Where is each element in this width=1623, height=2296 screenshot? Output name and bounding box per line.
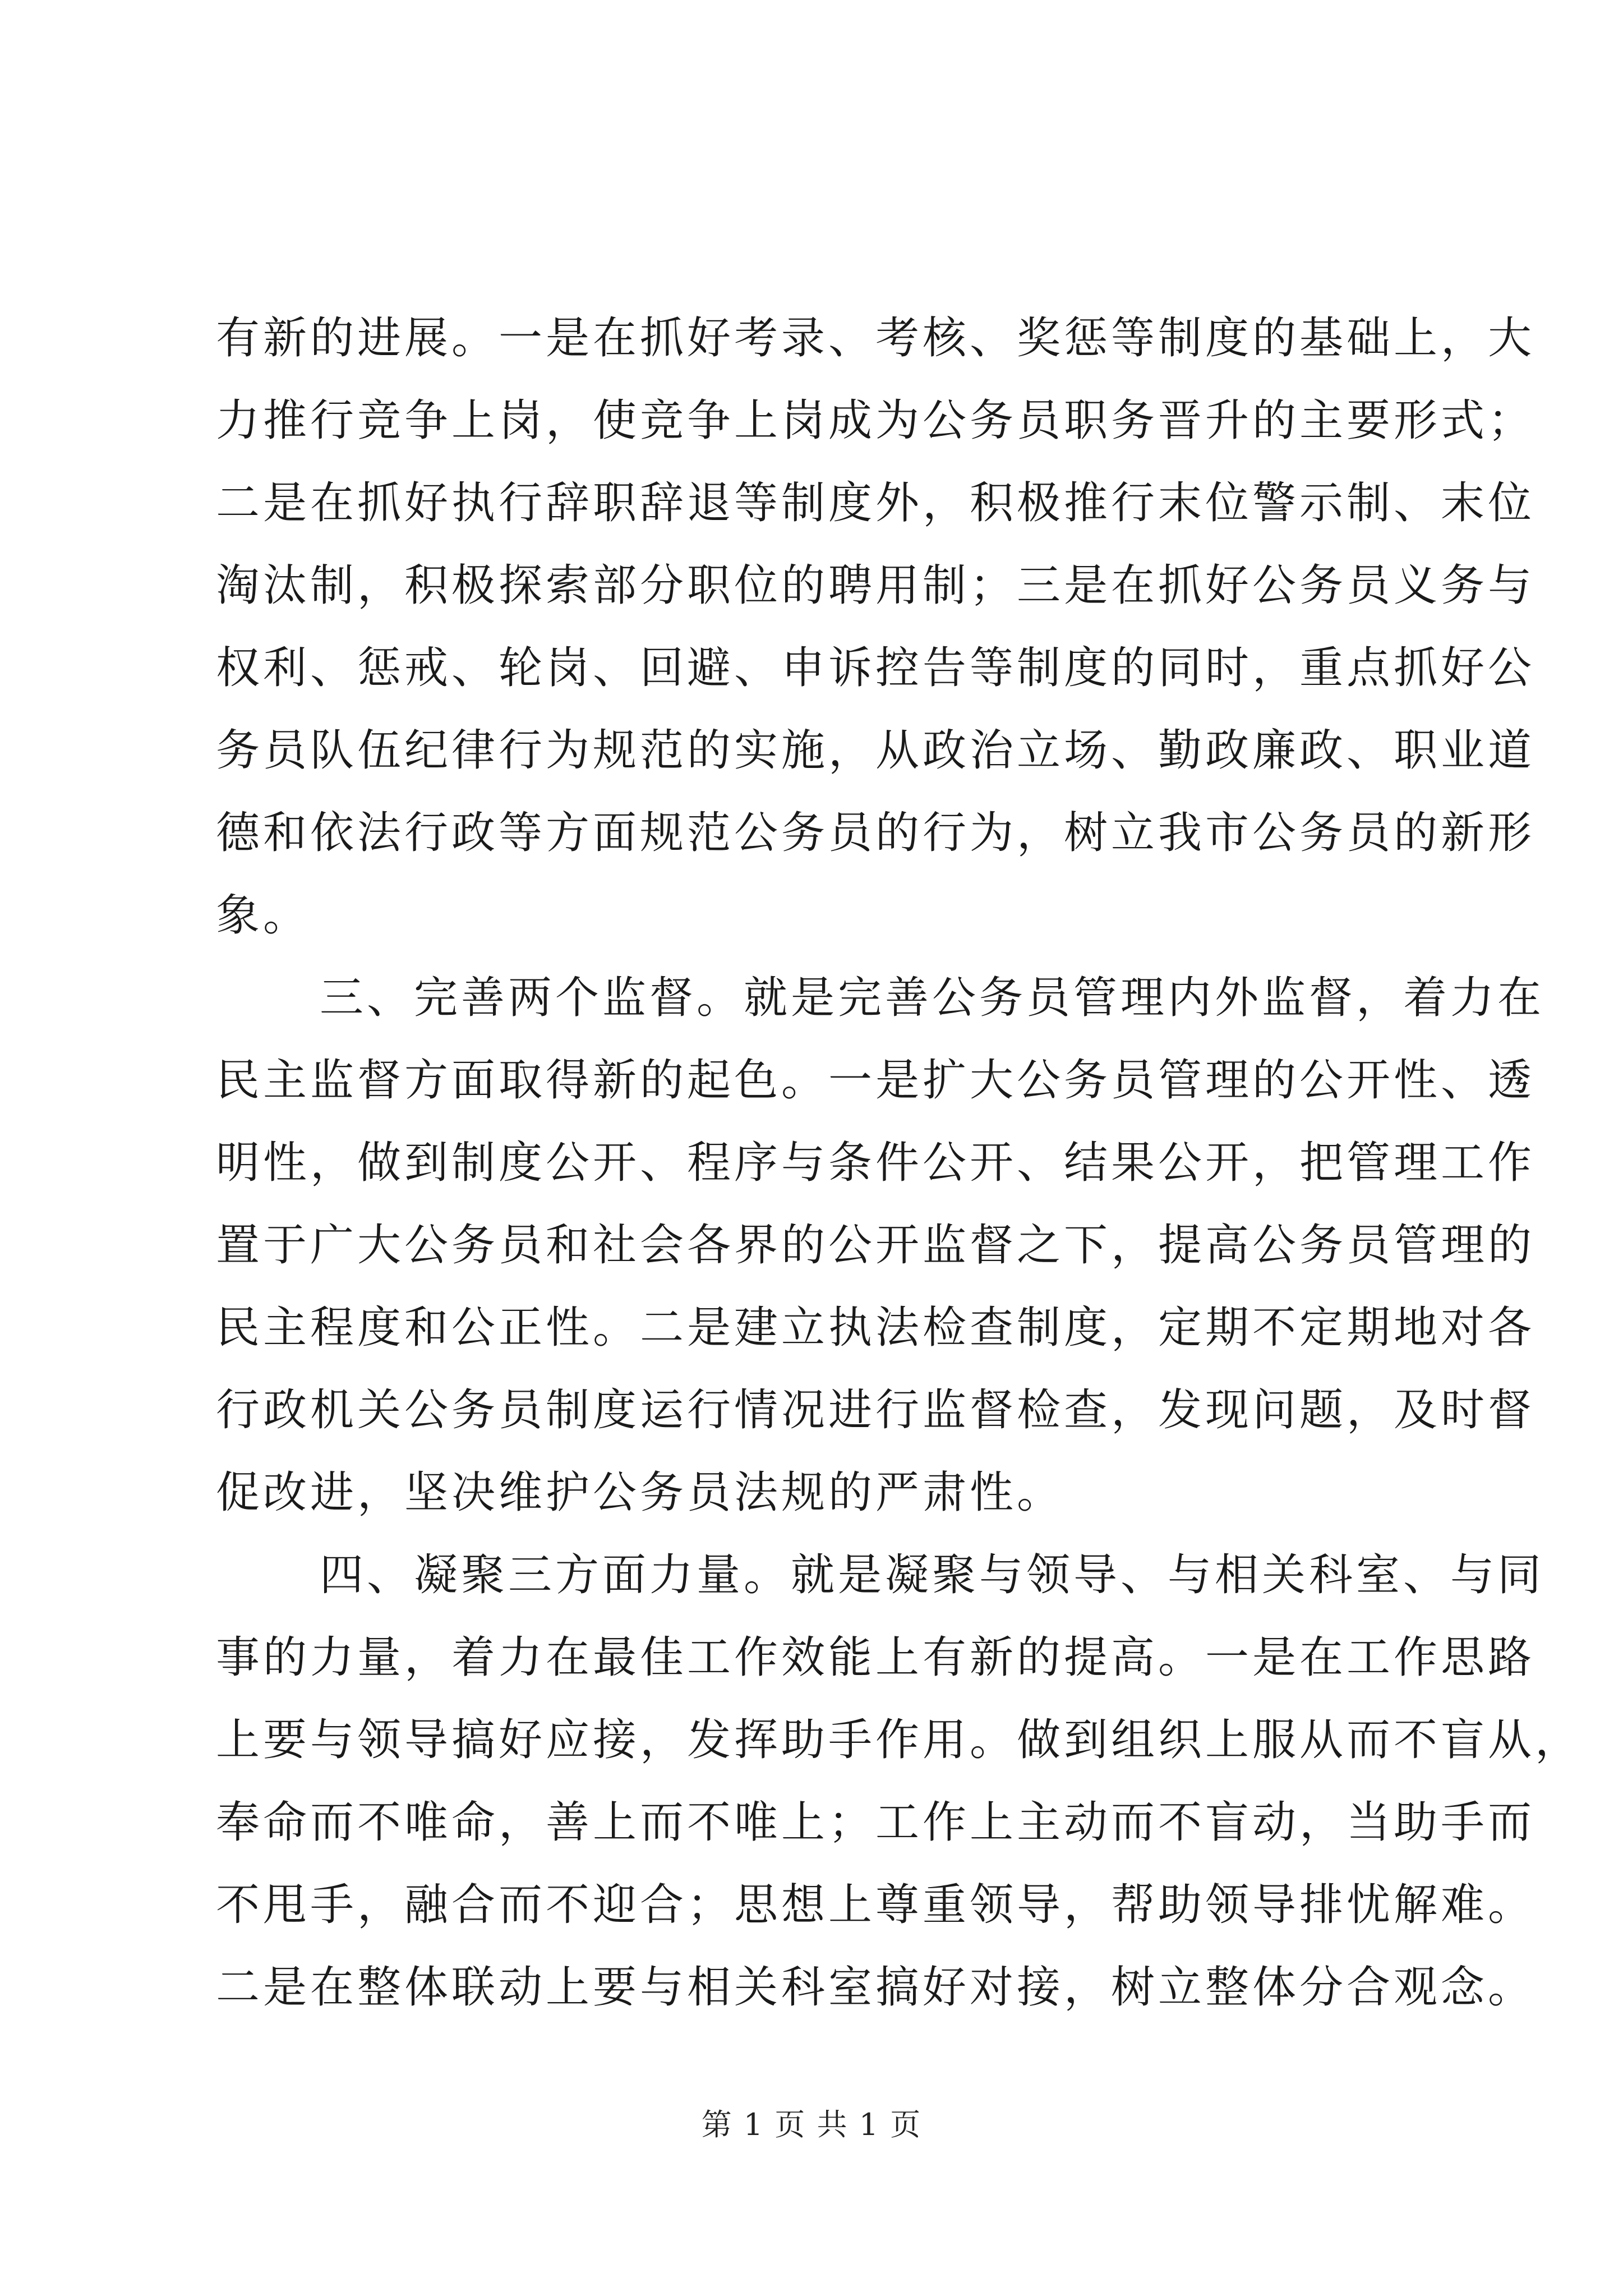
text-line: 奉命而不唯命，善上而不唯上；工作上主动而不盲动，当助手而	[216, 1797, 1536, 1848]
section-heading-line: 三、完善两个监督。就是完善公务员管理内外监督，着力在	[320, 973, 1545, 1023]
text-line: 不甩手，融合而不迎合；思想上尊重领导，帮助领导排忧解难。	[216, 1880, 1536, 1930]
text-line: 权利、惩戒、轮岗、回避、申诉控告等制度的同时，重点抓好公	[216, 643, 1536, 693]
text-line: 明性，做到制度公开、程序与条件公开、结果公开，把管理工作	[216, 1138, 1536, 1188]
page-number-footer: 第 1 页 共 1 页	[701, 2107, 922, 2142]
text-line: 淘汰制，积极探索部分职位的聘用制；三是在抓好公务员义务与	[216, 560, 1536, 611]
text-line: 力推行竞争上岗，使竞争上岗成为公务员职务晋升的主要形式；	[216, 395, 1536, 446]
text-line: 有新的进展。一是在抓好考录、考核、奖惩等制度的基础上，大	[216, 313, 1536, 364]
text-line: 民主程度和公正性。二是建立执法检查制度，定期不定期地对各	[216, 1303, 1536, 1353]
text-line: 务员队伍纪律行为规范的实施，从政治立场、勤政廉政、职业道	[216, 725, 1536, 776]
text-line: 象。	[216, 890, 311, 941]
text-line: 置于广大公务员和社会各界的公开监督之下，提高公务员管理的	[216, 1220, 1536, 1271]
text-line: 行政机关公务员制度运行情况进行监督检查，发现问题，及时督	[216, 1385, 1536, 1435]
text-line: 促改进，坚决维护公务员法规的严肃性。	[216, 1467, 1064, 1518]
text-line: 二是在抓好执行辞职辞退等制度外，积极推行末位警示制、末位	[216, 478, 1536, 528]
text-line: 事的力量，着力在最佳工作效能上有新的提高。一是在工作思路	[216, 1632, 1536, 1683]
text-line: 二是在整体联动上要与相关科室搞好对接，树立整体分合观念。	[216, 1962, 1536, 2013]
document-body	[216, 297, 1583, 2029]
text-line: 德和依法行政等方面规范公务员的行为，树立我市公务员的新形	[216, 808, 1536, 858]
text-line: 上要与领导搞好应接，发挥助手作用。做到组织上服从而不盲从，	[216, 1715, 1583, 1765]
section-heading-line: 四、凝聚三方面力量。就是凝聚与领导、与相关科室、与同	[320, 1550, 1545, 1600]
text-line: 民主监督方面取得新的起色。一是扩大公务员管理的公开性、透	[216, 1055, 1536, 1106]
